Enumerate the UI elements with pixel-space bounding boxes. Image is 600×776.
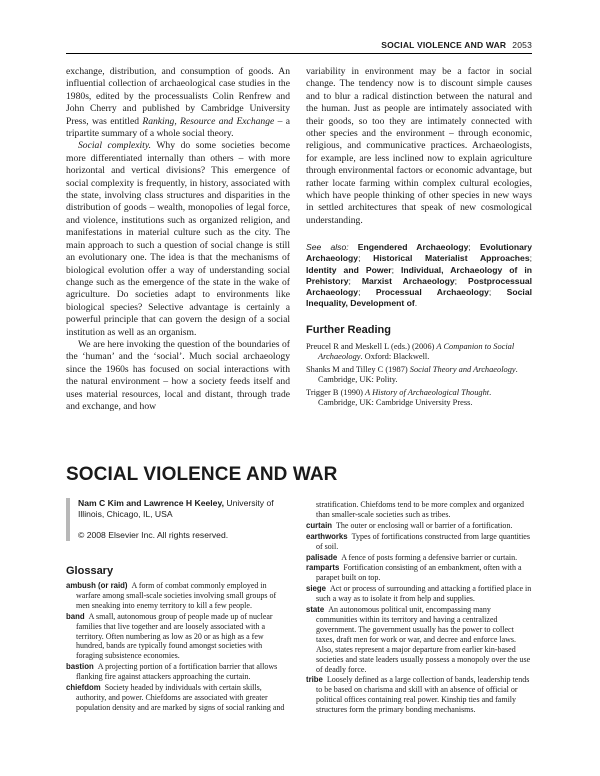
author-affiliation: University of Illinois, Chicago, IL, USA: [78, 498, 274, 519]
left-paragraph-2: Social complexity. Why do some societies become more differentiated internally than others – with more horizontal and vertical divisions? This emergence of social complexity is frequently, in history, associated with the state, involving class structures and disparities in the distribution of goods – wealth, monopolies of legal force, and violence, institutions such as organized religion, and manifestations in material culture such as the city. The main approach to such a question of social change is still an evolutionary one. The idea is that the mechanisms of biological evolution offer a way of understanding social change such as the emergence of the state in the wake of agriculture. Do societies adapt to environments like biological species? Selective advantage is certainly a powerful principle that can govern the design of a social institution as well as an organism.: [66, 140, 290, 338]
glossary-term: band: [66, 611, 85, 621]
further-reading-title: Further Reading: [306, 323, 391, 336]
glossary-entry: [306, 532, 532, 552]
glossary-term: tribe: [306, 675, 323, 685]
author-block: [66, 498, 302, 541]
glossary-definition: Society headed by individuals with certain skills, authority, and power. Chiefdoms are associated with greater population density and are marked by signs of social ranking and: [76, 683, 285, 712]
glossary-term: state: [306, 605, 325, 615]
running-head: [66, 40, 532, 50]
glossary-right: [306, 500, 532, 716]
glossary-definition: Act or process of surrounding and attacking a fortified place in such a way as to isolate it from help and supplies.: [316, 584, 532, 604]
glossary-definition: Types of fortifications constructed from large quantities of soil.: [316, 531, 530, 551]
glossary-continuation: stratification. Chiefdoms tend to be more complex and organized than smaller-scale societies such as tribes.: [316, 500, 525, 519]
glossary-definition: A projecting portion of a fortification barrier that allows flanking fire against attackers approaching the curtain.: [76, 662, 278, 682]
right-paragraph: variability in environment may be a factor in social change. The tendency now is to discount simple causes and to blur a radical distinction between the natural and the human. Just as people are intimately associated with their goods, so too they are intimately connected with other species and the environment – through economic, religious, and communicative practices. Archaeologists, for example, are less inclined now to explain agriculture through environmental factors or economic advantage, but rather locate farming within complex cultural ecologies, which have people thinking of other species in new ways in settled architectures that speak of new cosmological understanding.: [306, 66, 532, 226]
glossary-entry: [66, 683, 290, 713]
reference-item: Preucel R and Meskell L (eds.) (2006) A Companion to Social Archaeology. Oxford: Blackwell.: [306, 341, 515, 362]
glossary-term: earthworks: [306, 531, 348, 541]
header-rule: [66, 53, 532, 54]
glossary-entry: [306, 675, 532, 715]
copyright-notice: © 2008 Elsevier Inc. All rights reserved.: [78, 530, 229, 540]
glossary-term: siege: [306, 584, 326, 594]
glossary-left: [66, 581, 290, 714]
author-names: Nam C Kim and Lawrence H Keeley,: [78, 498, 224, 508]
glossary-entry: [306, 563, 532, 583]
glossary-definition: Fortification consisting of an embankment, often with a parapet built on top.: [316, 563, 522, 583]
running-head-title: SOCIAL VIOLENCE AND WAR: [381, 40, 507, 50]
reference-list: [306, 342, 532, 408]
glossary-entry: [306, 553, 532, 563]
glossary-entry: [66, 662, 290, 682]
article-title: SOCIAL VIOLENCE AND WAR: [66, 464, 338, 485]
glossary-term: palisade: [306, 552, 338, 562]
glossary-entry: [306, 584, 532, 604]
glossary-entry: [306, 605, 532, 674]
author-line: [78, 498, 302, 520]
glossary-definition: A form of combat commonly employed in warfare among small-scale societies involving small groups of men sneaking into enemy territory to kill a few people.: [76, 581, 277, 610]
see-also: See also: Engendered Archaeology; Evolutionary Archaeology; Historical Materialist Approaches; Identity and Power; Individual, Archaeology of in Prehistory; Marxist Archaeology; Postprocessual Archaeology; Processual Archaeology; Social Inequality, Development of.: [306, 242, 533, 309]
glossary-title: Glossary: [66, 565, 114, 577]
glossary-entry: [66, 612, 290, 662]
right-column: [306, 66, 532, 410]
glossary-term: bastion: [66, 662, 94, 672]
left-paragraph-1: exchange, distribution, and consumption of goods. An influential collection of archaeological case studies in the 1980s, edited by the processualists Colin Renfrew and John Cherry and published by Cambridge University Press, was entitled Ranking, Resource and Exchange – a tripartite summary of a whole social theory.: [66, 66, 290, 140]
glossary-definition: Loosely defined as a large collection of bands, leadership tends to be based on charisma and skill with an absence of official or political offices containing real power. Kinship ties and family structures form the primary bonding mechanisms.: [316, 675, 530, 715]
page-number: 2053: [512, 40, 532, 50]
reference-item: Shanks M and Tilley C (1987) Social Theory and Archaeology. Cambridge, UK: Polity.: [306, 364, 518, 385]
glossary-definition: An autonomous political unit, encompassing many communities within its territory and having a centralized government. The government usually has the power to collect taxes, draft men for work or war, and decree and enforce laws. Also, states represent a major departure from earlier kin-based societies and state leaders usually possess a monopoly over the use of deadly force.: [316, 605, 531, 674]
glossary-term: curtain: [306, 520, 332, 530]
reference-item: Trigger B (1990) A History of Archaeological Thought. Cambridge, UK: Cambridge University Press.: [306, 387, 492, 407]
glossary-definition: The outer or enclosing wall or barrier of a fortification.: [336, 520, 513, 530]
left-column: [66, 66, 290, 413]
glossary-definition: A fence of posts forming a defensive barrier or curtain.: [341, 552, 518, 562]
glossary-term: ramparts: [306, 563, 340, 573]
glossary-term: chiefdom: [66, 683, 101, 693]
glossary-entry: [66, 581, 290, 611]
left-paragraph-3: We are here invoking the question of the boundaries of the ‘human’ and the ‘social’. Much social archaeology since the 1960s has focused on social interactions with the natural environment – how a society feeds itself and uses material resources, local and distant, through trade and exchange, and how: [66, 338, 290, 412]
glossary-definition: A small, autonomous group of people made up of nuclear families that live together and are loosely associated with a territory. Often numbering as low as 20 or as high as a few hundred, bands are typically found amongst societies with foraging subsistence economies.: [76, 611, 273, 661]
glossary-entry: [306, 521, 532, 531]
glossary-term: ambush (or raid): [66, 581, 128, 590]
